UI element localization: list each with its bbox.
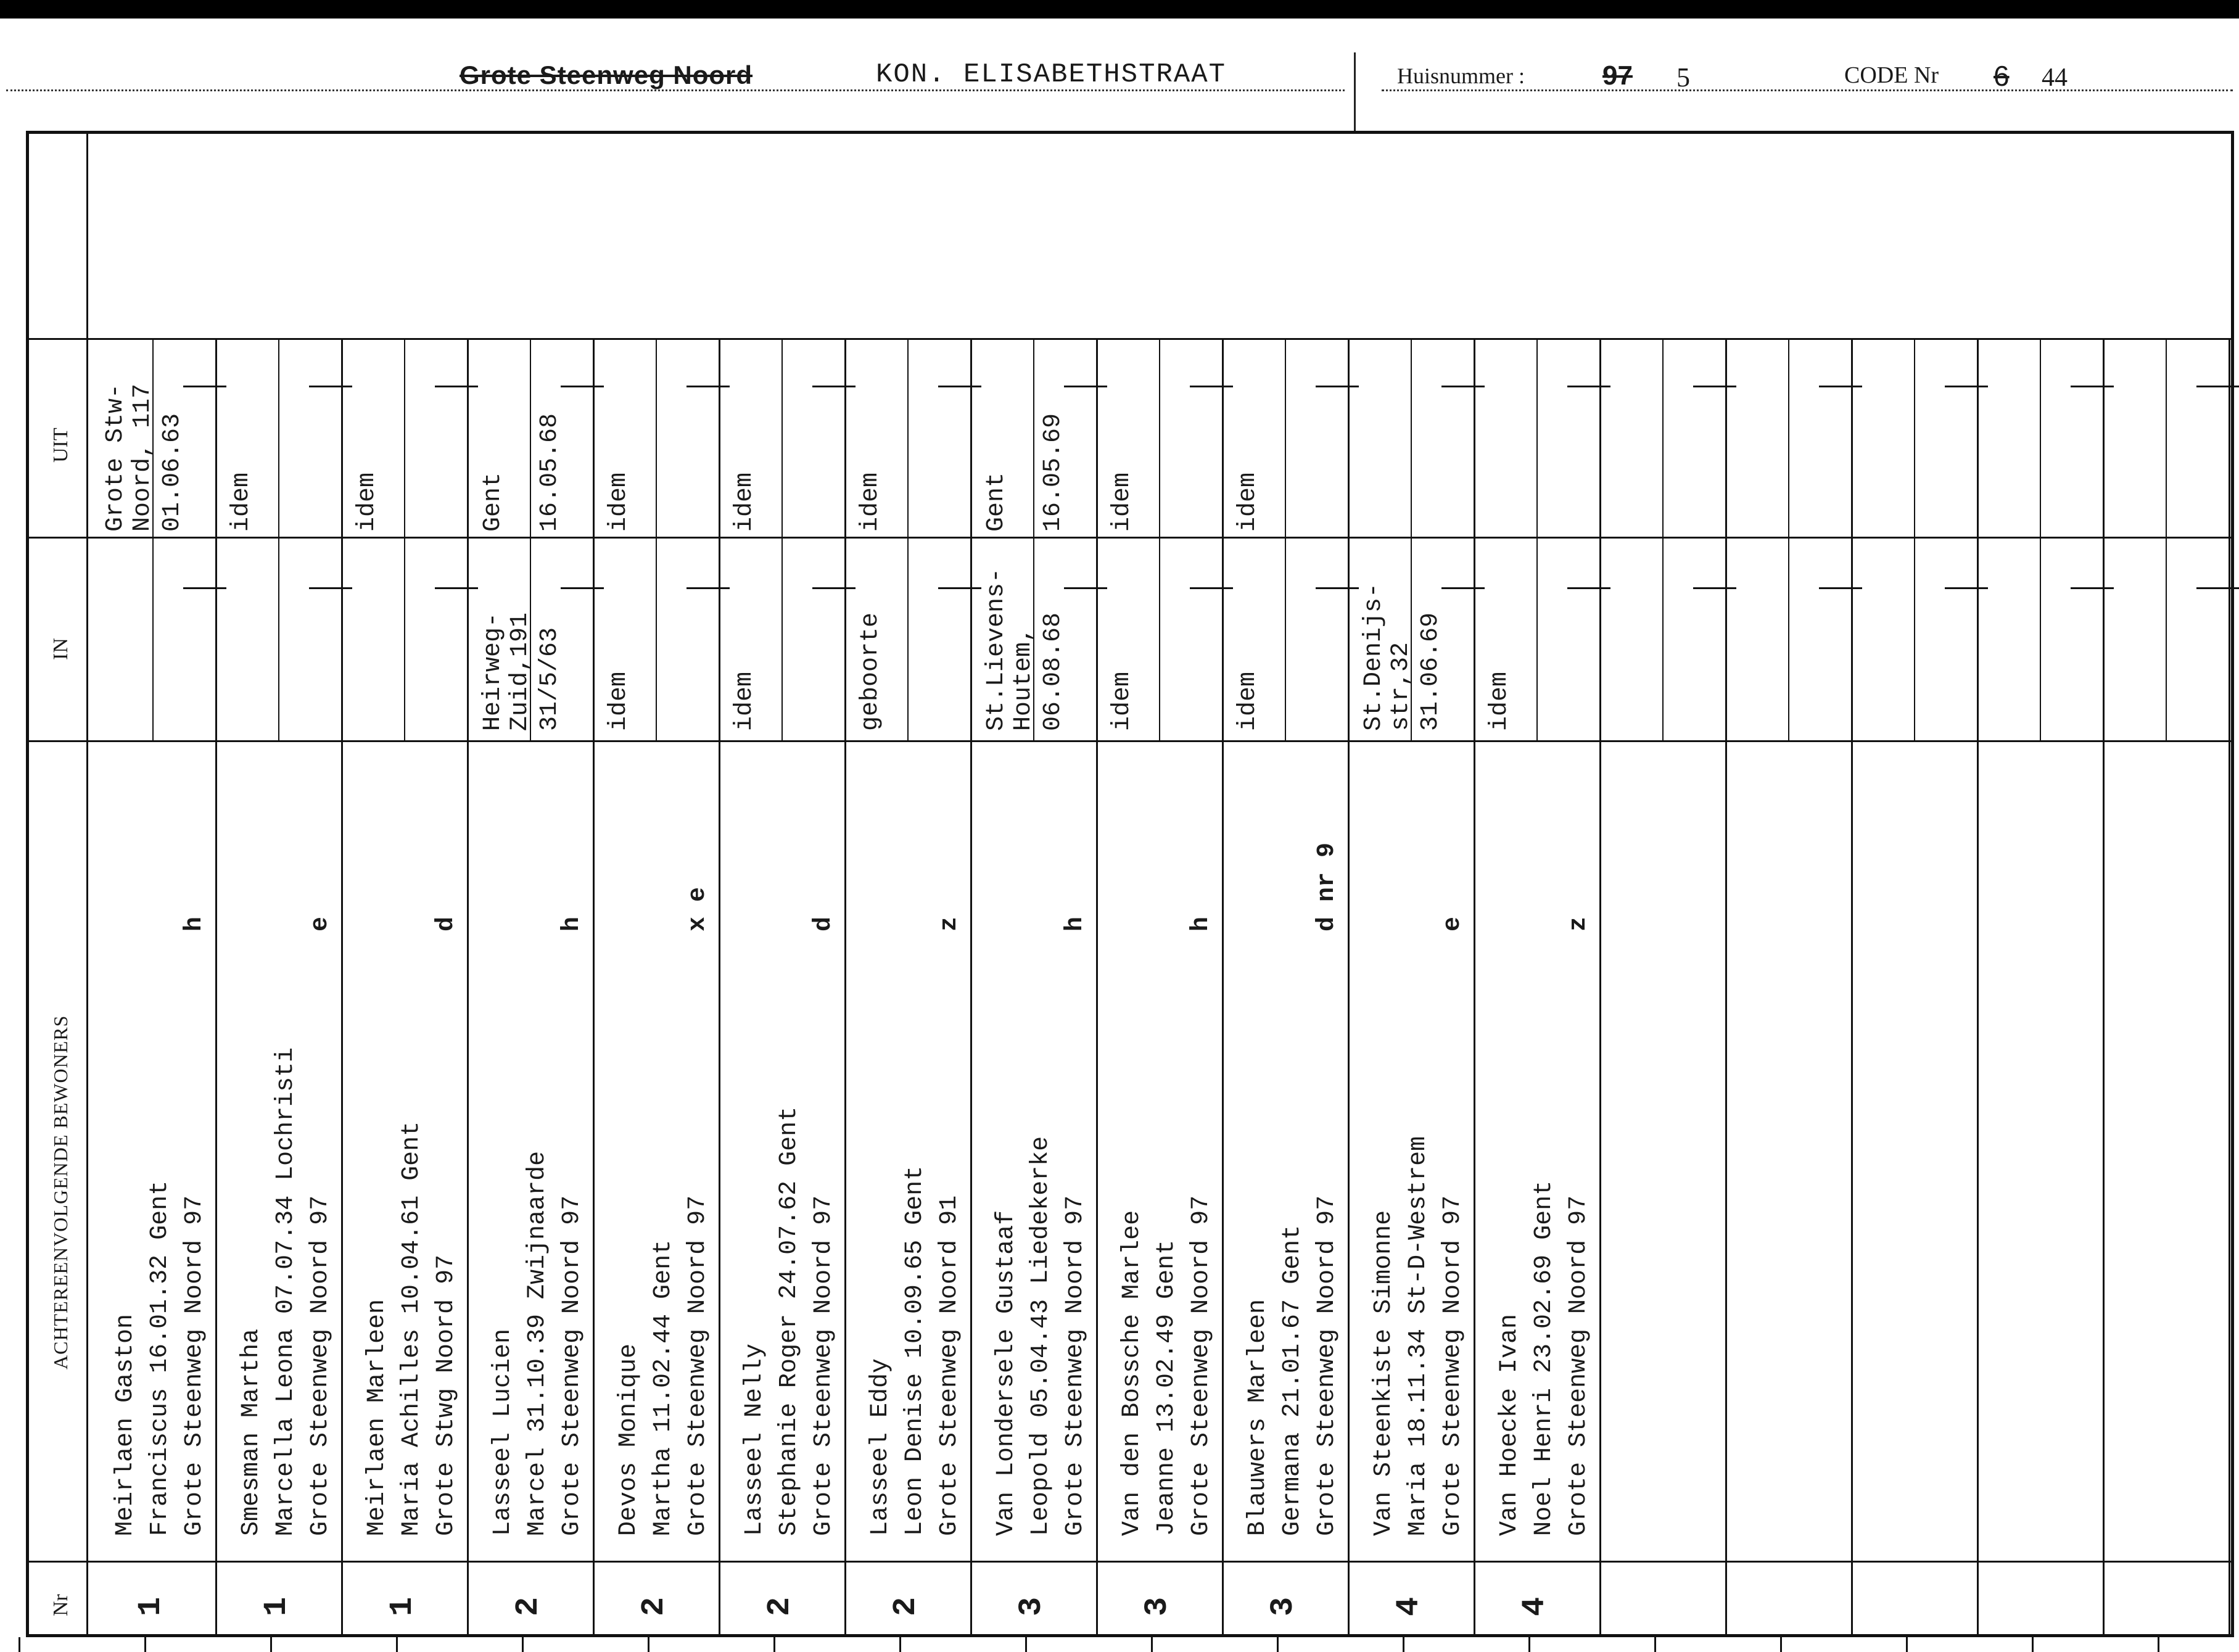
row-separator	[2103, 338, 2105, 1635]
resident-line: Grote Stwg Noord 97	[432, 1254, 460, 1536]
label-lane-divider	[86, 133, 88, 1635]
uit-location: Noord, 117	[129, 383, 157, 532]
cell-mid-separator	[907, 338, 909, 740]
bottom-tick	[144, 1637, 146, 1652]
empty-uit-dash	[183, 386, 226, 387]
bottom-tick	[1780, 1637, 1782, 1652]
in-location: St.Denijs-	[1360, 582, 1388, 731]
resident-line: Grote Steenweg Noord 97	[558, 1195, 586, 1536]
resident-line: Franciscus 16.01.32 Gent	[146, 1180, 174, 1536]
empty-in-dash	[1190, 587, 1233, 589]
resident-line: Lasseel Nelly	[741, 1343, 769, 1536]
in-date: 31.06.69	[1417, 612, 1445, 731]
resident-line: Lasseel Eddy	[867, 1358, 894, 1536]
in-location: idem	[731, 671, 759, 731]
household-mark: h	[181, 916, 208, 931]
empty-in-dash	[183, 587, 226, 589]
empty-in-dash	[2196, 587, 2239, 589]
household-mark: z	[1565, 916, 1593, 931]
resident-line: Maria 18.11.34 St-D-Westrem	[1404, 1136, 1432, 1536]
bottom-tick	[773, 1637, 775, 1652]
in-location: St.Lievens-	[983, 568, 1010, 731]
bottom-tick	[1654, 1637, 1656, 1652]
row-separator	[970, 338, 972, 1635]
entry-number: 2	[762, 1596, 798, 1616]
resident-line: Devos Monique	[615, 1343, 643, 1536]
bottom-tick	[522, 1637, 524, 1652]
empty-uit-dash	[1945, 386, 1988, 387]
cell-mid-separator	[2166, 338, 2167, 740]
bottom-tick	[1403, 1637, 1404, 1652]
row-separator	[844, 338, 846, 1635]
resident-line: Grote Steenweg Noord 97	[1313, 1195, 1341, 1536]
uit-location: Grote Stw-	[102, 383, 130, 532]
huisnummer-label: Huisnummer :	[1397, 64, 1525, 88]
in-location: idem	[605, 671, 633, 731]
empty-uit-dash	[1190, 386, 1233, 387]
resident-line: Grote Steenweg Noord 97	[1062, 1195, 1089, 1536]
empty-in-dash	[938, 587, 981, 589]
bottom-tick	[1277, 1637, 1279, 1652]
divider-bewoners-in	[26, 740, 2233, 742]
in-location: idem	[1234, 671, 1262, 731]
entry-number: 1	[258, 1596, 295, 1616]
empty-uit-dash	[2196, 386, 2239, 387]
resident-line: Germana 21.01.67 Gent	[1279, 1225, 1306, 1536]
resident-line: Lasseel Lucien	[489, 1328, 517, 1536]
header-dotted-line-right	[1382, 89, 2233, 91]
empty-uit-dash	[1441, 386, 1485, 387]
row-separator	[1222, 338, 1224, 1635]
resident-line: Grote Steenweg Noord 97	[1439, 1195, 1467, 1536]
row-separator	[1474, 338, 1475, 1635]
resident-line: Van Hoecke Ivan	[1496, 1313, 1524, 1536]
uit-location: idem	[857, 472, 884, 532]
bottom-tick	[648, 1637, 649, 1652]
empty-uit-dash	[435, 386, 478, 387]
code-label: CODE Nr	[1844, 62, 1939, 88]
empty-uit-dash	[687, 386, 730, 387]
uit-location: idem	[731, 472, 759, 532]
household-mark: z	[936, 916, 963, 931]
bottom-tick	[1025, 1637, 1027, 1652]
resident-line: Van den Bossche Marlee	[1118, 1210, 1146, 1536]
household-mark: d nr 9	[1313, 842, 1341, 931]
household-mark: h	[558, 916, 586, 931]
resident-line: Van Steenkiste Simonne	[1370, 1210, 1398, 1536]
row-separator	[1348, 338, 1350, 1635]
bottom-tick	[2032, 1637, 2034, 1652]
in-location: geboorte	[857, 612, 884, 731]
empty-in-dash	[1693, 587, 1736, 589]
resident-line: Grote Steenweg Noord 97	[684, 1195, 712, 1536]
cell-mid-separator	[1914, 338, 1915, 740]
divider-nr-bewoners	[26, 1561, 2233, 1563]
street-old-name: Grote Steenweg Noord	[460, 60, 753, 89]
row-separator	[1599, 338, 1601, 1635]
empty-in-dash	[561, 587, 604, 589]
bottom-tick	[1906, 1637, 1908, 1652]
resident-line: Meirlaen Gaston	[112, 1313, 139, 1536]
resident-line: Grote Steenweg Noord 97	[810, 1195, 838, 1536]
cell-mid-separator	[1159, 338, 1160, 740]
column-label-nr: Nr	[49, 1594, 72, 1616]
bottom-tick	[899, 1637, 901, 1652]
in-location: idem	[1486, 671, 1514, 731]
empty-uit-dash	[561, 386, 604, 387]
entry-number: 3	[1013, 1596, 1050, 1616]
empty-uit-dash	[1693, 386, 1736, 387]
resident-line: Van Londersele Gustaaf	[992, 1210, 1020, 1536]
bottom-tick	[270, 1637, 272, 1652]
empty-in-dash	[2071, 587, 2114, 589]
cell-mid-separator	[278, 338, 279, 740]
uit-location: idem	[228, 472, 255, 532]
uit-location: Gent	[479, 472, 507, 532]
column-label-bewoners: ACHTEREENVOLGENDE BEWONERS	[49, 1015, 72, 1369]
divider-in-uit	[26, 537, 2233, 539]
resident-line: Jeanne 13.02.49 Gent	[1153, 1239, 1181, 1536]
resident-line: Grote Steenweg Noord 97	[181, 1195, 208, 1536]
in-location: Zuid,191	[506, 612, 534, 731]
entry-number: 3	[1265, 1596, 1301, 1616]
empty-in-dash	[1819, 587, 1862, 589]
column-label-in: IN	[49, 638, 72, 660]
entry-number: 2	[636, 1596, 672, 1616]
huisnummer-old: 97	[1602, 60, 1633, 91]
cell-mid-separator	[1536, 338, 1538, 740]
row-separator	[719, 338, 720, 1635]
in-location: Heirweg-	[479, 612, 507, 731]
cell-mid-separator	[1662, 338, 1664, 740]
uit-location: idem	[1234, 472, 1262, 532]
household-mark: h	[1187, 916, 1215, 931]
bottom-tick	[2158, 1637, 2159, 1652]
household-mark: h	[1062, 916, 1089, 931]
empty-in-dash	[1441, 587, 1485, 589]
cell-mid-separator	[404, 338, 405, 740]
cell-mid-separator	[2040, 338, 2041, 740]
bottom-tick	[19, 1637, 20, 1652]
resident-line: Martha 11.02.44 Gent	[649, 1239, 677, 1536]
uit-location: idem	[605, 472, 633, 532]
cell-mid-separator	[781, 338, 783, 740]
household-mark: d	[432, 916, 460, 931]
resident-line: Marcel 31.10.39 Zwijnaarde	[524, 1150, 551, 1536]
column-label-uit: UIT	[49, 427, 72, 463]
entry-number: 3	[1139, 1596, 1176, 1616]
empty-in-dash	[1064, 587, 1107, 589]
uit-location: idem	[1108, 472, 1136, 532]
resident-line: Meirlaen Marleen	[363, 1299, 391, 1536]
empty-uit-dash	[938, 386, 981, 387]
row-separator	[593, 338, 595, 1635]
row-separator	[1851, 338, 1853, 1635]
cell-mid-separator	[656, 338, 657, 740]
household-mark: d	[810, 916, 838, 931]
resident-line: Noel Henri 23.02.69 Gent	[1530, 1180, 1558, 1536]
row-separator	[1725, 338, 1727, 1635]
huisnummer-new: 5	[1676, 62, 1690, 93]
bottom-tick	[396, 1637, 398, 1652]
resident-line: Leon Denise 10.09.65 Gent	[901, 1165, 929, 1536]
bottom-tick	[1151, 1637, 1153, 1652]
empty-uit-dash	[1819, 386, 1862, 387]
household-mark: e	[1439, 916, 1467, 931]
entry-number: 1	[384, 1596, 421, 1616]
empty-uit-dash	[812, 386, 856, 387]
empty-uit-dash	[1064, 386, 1107, 387]
household-mark: x e	[684, 886, 712, 931]
resident-line: Grote Steenweg Noord 97	[1187, 1195, 1215, 1536]
uit-date: 01.06.63	[159, 413, 186, 532]
empty-in-dash	[1567, 587, 1610, 589]
resident-line: Grote Steenweg Noord 91	[936, 1195, 963, 1536]
header-separator	[1354, 52, 1356, 133]
in-location: idem	[1108, 671, 1136, 731]
code-old: 6	[1994, 60, 2010, 92]
cell-mid-separator	[1285, 338, 1286, 740]
entry-number: 2	[510, 1596, 546, 1616]
empty-in-dash	[1945, 587, 1988, 589]
row-separator	[467, 338, 469, 1635]
in-location: str,32	[1387, 642, 1415, 731]
empty-in-dash	[687, 587, 730, 589]
row-separator	[341, 338, 343, 1635]
resident-line: Leopold 05.04.43 Liedekerke	[1027, 1136, 1055, 1536]
uit-location: idem	[353, 472, 381, 532]
entry-number: 4	[1517, 1596, 1553, 1616]
resident-line: Grote Steenweg Noord 97	[307, 1195, 334, 1536]
uit-date: 16.05.69	[1039, 413, 1067, 532]
row-separator	[2229, 338, 2230, 1635]
resident-line: Smesman Martha	[237, 1328, 265, 1536]
cell-mid-separator	[1788, 338, 1789, 740]
resident-line: Marcella Leona 07.07.34 Lochristi	[272, 1047, 300, 1536]
entry-number: 4	[1391, 1596, 1427, 1616]
in-date: 31/5/63	[536, 627, 564, 731]
household-mark: e	[307, 916, 334, 931]
code-new: 44	[2042, 64, 2068, 92]
empty-in-dash	[1316, 587, 1359, 589]
empty-in-dash	[309, 587, 352, 589]
row-separator	[1096, 338, 1098, 1635]
empty-uit-dash	[2071, 386, 2114, 387]
resident-line: Blauwers Marleen	[1244, 1299, 1272, 1536]
resident-line: Stephanie Roger 24.07.62 Gent	[775, 1106, 803, 1536]
street-new-name: KON. ELISABETHSTRAAT	[876, 59, 1227, 90]
resident-line: Maria Achilles 10.04.61 Gent	[398, 1121, 426, 1536]
empty-in-dash	[812, 587, 856, 589]
bottom-tick	[1528, 1637, 1530, 1652]
entry-number: 2	[888, 1596, 924, 1616]
divider-uit-top	[26, 338, 2233, 340]
uit-location: Gent	[983, 472, 1010, 532]
top-border	[0, 0, 2239, 19]
row-separator	[1977, 338, 1979, 1635]
row-separator	[215, 338, 217, 1635]
empty-uit-dash	[1567, 386, 1610, 387]
uit-date: 16.05.68	[536, 413, 564, 532]
resident-line: Grote Steenweg Noord 97	[1565, 1195, 1593, 1536]
empty-in-dash	[435, 587, 478, 589]
in-date: 06.08.68	[1039, 612, 1067, 731]
empty-uit-dash	[309, 386, 352, 387]
in-location: Houtem,	[1010, 627, 1037, 731]
entry-number: 1	[133, 1596, 169, 1616]
empty-uit-dash	[1316, 386, 1359, 387]
